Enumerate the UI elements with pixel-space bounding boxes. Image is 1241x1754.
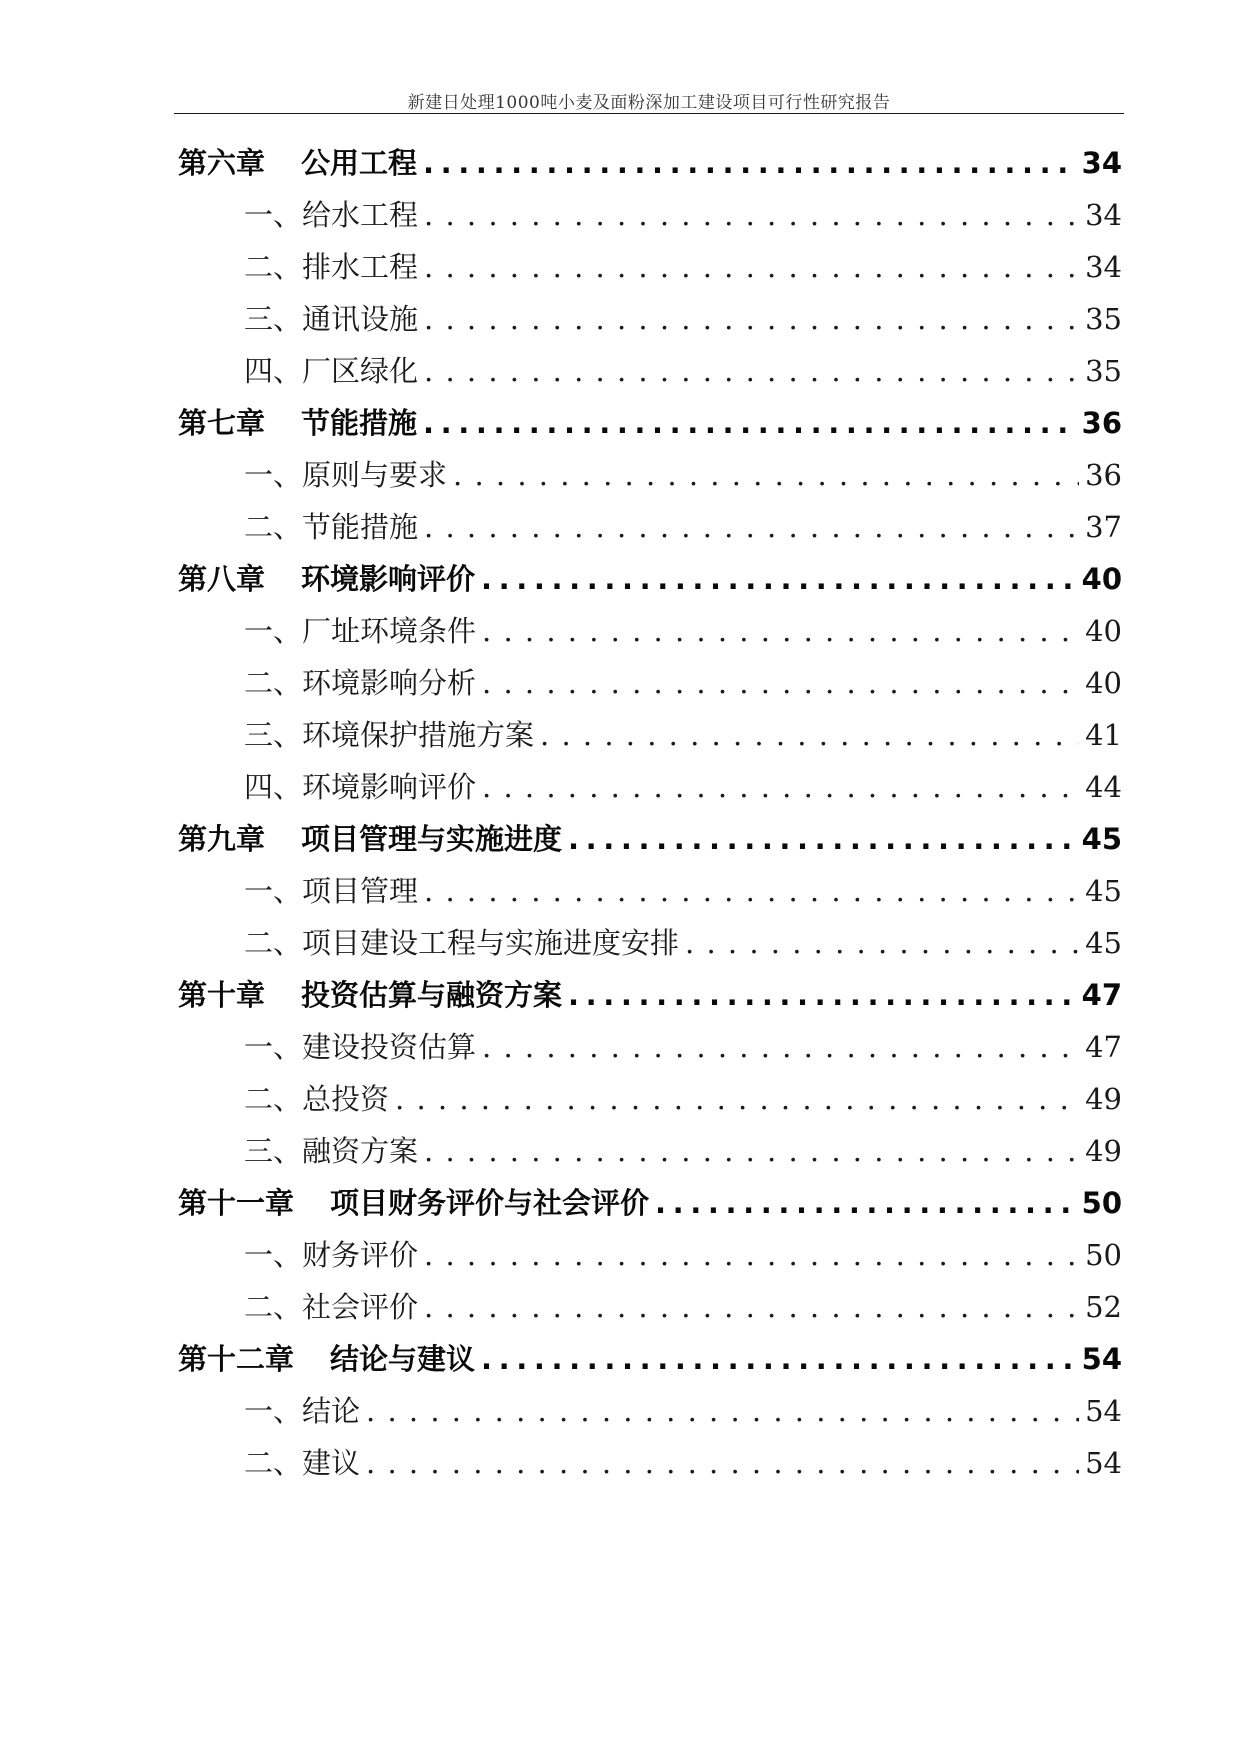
section-number: 二、: [244, 1446, 303, 1480]
section-number: 四、: [244, 770, 303, 804]
section-number: 一、: [244, 1030, 303, 1064]
toc-chapter-11[interactable]: [178, 1177, 1122, 1229]
toc-section[interactable]: [178, 1229, 1122, 1281]
toc-chapter-8[interactable]: [178, 553, 1122, 605]
section-title: 财务评价: [302, 1238, 419, 1272]
chapter-title: 环境影响评价: [301, 562, 476, 596]
page-number: 36: [1085, 458, 1122, 492]
page-number: 34: [1081, 146, 1122, 180]
header-divider: [174, 113, 1124, 114]
section-title: 总投资: [302, 1082, 390, 1116]
section-title: 通讯设施: [302, 302, 419, 336]
chapter-title: 项目管理与实施进度: [301, 822, 563, 856]
toc-chapter-12[interactable]: [178, 1333, 1122, 1385]
section-number: 一、: [244, 1238, 303, 1272]
page-number: 45: [1081, 822, 1122, 856]
dot-leader: [424, 189, 1079, 241]
section-title: 原则与要求: [302, 458, 448, 492]
dot-leader: [424, 293, 1079, 345]
dot-leader: [424, 1125, 1079, 1177]
section-number: 二、: [244, 1290, 303, 1324]
section-title: 结论: [302, 1394, 361, 1428]
chapter-number: 第七章: [178, 406, 266, 440]
toc-section[interactable]: [178, 293, 1122, 345]
page-number: 52: [1085, 1290, 1122, 1324]
toc-section[interactable]: [178, 241, 1122, 293]
chapter-title: 公用工程: [301, 146, 418, 180]
toc-chapter-6[interactable]: [178, 137, 1122, 189]
page-number: 50: [1081, 1186, 1122, 1220]
section-number: 二、: [244, 1082, 303, 1116]
page-number: 49: [1085, 1082, 1122, 1116]
chapter-number: 第十二章: [178, 1342, 295, 1376]
dot-leader: [481, 553, 1076, 605]
section-title: 社会评价: [302, 1290, 419, 1324]
toc-section[interactable]: [178, 1125, 1122, 1177]
page-number: 54: [1085, 1394, 1122, 1428]
chapter-number: 第十章: [178, 978, 266, 1012]
page-number: 54: [1081, 1342, 1122, 1376]
toc-section[interactable]: [178, 1437, 1122, 1489]
dot-leader: [540, 709, 1079, 761]
section-number: 二、: [244, 666, 303, 700]
section-title: 排水工程: [302, 250, 419, 284]
section-number: 二、: [244, 926, 303, 960]
chapter-number: 第九章: [178, 822, 266, 856]
page-number: 54: [1085, 1446, 1122, 1480]
page-number: 47: [1081, 978, 1122, 1012]
section-title: 节能措施: [302, 510, 419, 544]
section-number: 一、: [244, 198, 303, 232]
dot-leader: [423, 137, 1076, 189]
section-number: 一、: [244, 458, 303, 492]
toc-section[interactable]: [178, 1385, 1122, 1437]
section-title: 建议: [302, 1446, 361, 1480]
page-number: 40: [1085, 614, 1122, 648]
section-title: 环境影响分析: [302, 666, 477, 700]
toc-section[interactable]: [178, 1281, 1122, 1333]
chapter-title: 结论与建议: [330, 1342, 476, 1376]
dot-leader: [424, 1229, 1079, 1281]
toc-section[interactable]: [178, 657, 1122, 709]
page-number: 40: [1081, 562, 1122, 596]
chapter-title: 项目财务评价与社会评价: [330, 1186, 650, 1220]
section-title: 厂区绿化: [302, 354, 419, 388]
section-number: 一、: [244, 1394, 303, 1428]
dot-leader: [655, 1177, 1076, 1229]
section-number: 二、: [244, 510, 303, 544]
chapter-title: 节能措施: [301, 406, 418, 440]
page-number: 44: [1085, 770, 1122, 804]
running-header: 新建日处理1000吨小麦及面粉深加工建设项目可行性研究报告: [407, 93, 891, 113]
chapter-number: 第八章: [178, 562, 266, 596]
dot-leader: [568, 969, 1076, 1021]
table-of-contents: [178, 137, 1122, 1489]
page-number: 37: [1085, 510, 1122, 544]
chapter-title: 投资估算与融资方案: [301, 978, 563, 1012]
section-title: 项目建设工程与实施进度安排: [302, 926, 680, 960]
toc-chapter-7[interactable]: [178, 397, 1122, 449]
dot-leader: [423, 397, 1076, 449]
dot-leader: [424, 1281, 1079, 1333]
section-number: 三、: [244, 302, 303, 336]
toc-section[interactable]: [178, 345, 1122, 397]
section-title: 环境保护措施方案: [302, 718, 535, 752]
toc-section[interactable]: [178, 709, 1122, 761]
section-number: 一、: [244, 874, 303, 908]
dot-leader: [424, 241, 1079, 293]
toc-section[interactable]: [178, 605, 1122, 657]
section-title: 融资方案: [302, 1134, 419, 1168]
toc-section[interactable]: [178, 917, 1122, 969]
section-title: 环境影响评价: [302, 770, 477, 804]
section-number: 三、: [244, 1134, 303, 1168]
page-number: 47: [1085, 1030, 1122, 1064]
toc-section[interactable]: [178, 761, 1122, 813]
section-title: 厂址环境条件: [302, 614, 477, 648]
dot-leader: [482, 761, 1079, 813]
section-title: 项目管理: [302, 874, 419, 908]
toc-section[interactable]: [178, 189, 1122, 241]
dot-leader: [424, 501, 1079, 553]
dot-leader: [482, 605, 1079, 657]
section-title: 建设投资估算: [302, 1030, 477, 1064]
dot-leader: [424, 865, 1079, 917]
dot-leader: [685, 917, 1079, 969]
section-number: 一、: [244, 614, 303, 648]
toc-section[interactable]: [178, 1021, 1122, 1073]
section-number: 二、: [244, 250, 303, 284]
page-number: 35: [1085, 302, 1122, 336]
section-title: 给水工程: [302, 198, 419, 232]
toc-section[interactable]: [178, 1073, 1122, 1125]
toc-section[interactable]: [178, 501, 1122, 553]
page-number: 40: [1085, 666, 1122, 700]
dot-leader: [424, 345, 1079, 397]
toc-chapter-9[interactable]: [178, 813, 1122, 865]
dot-leader: [453, 449, 1079, 501]
section-number: 三、: [244, 718, 303, 752]
toc-chapter-10[interactable]: [178, 969, 1122, 1021]
page-number: 35: [1085, 354, 1122, 388]
dot-leader: [395, 1073, 1079, 1125]
page-number: 41: [1085, 718, 1122, 752]
dot-leader: [366, 1385, 1079, 1437]
dot-leader: [481, 1333, 1076, 1385]
page-number: 45: [1085, 874, 1122, 908]
section-number: 四、: [244, 354, 303, 388]
page-number: 34: [1085, 198, 1122, 232]
page-number: 49: [1085, 1134, 1122, 1168]
dot-leader: [568, 813, 1076, 865]
chapter-number: 第十一章: [178, 1186, 295, 1220]
toc-section[interactable]: [178, 865, 1122, 917]
page-number: 45: [1085, 926, 1122, 960]
toc-section[interactable]: [178, 449, 1122, 501]
dot-leader: [366, 1437, 1079, 1489]
chapter-number: 第六章: [178, 146, 266, 180]
dot-leader: [482, 1021, 1079, 1073]
page-number: 36: [1081, 406, 1122, 440]
page-number: 34: [1085, 250, 1122, 284]
page-number: 50: [1085, 1238, 1122, 1272]
dot-leader: [482, 657, 1079, 709]
